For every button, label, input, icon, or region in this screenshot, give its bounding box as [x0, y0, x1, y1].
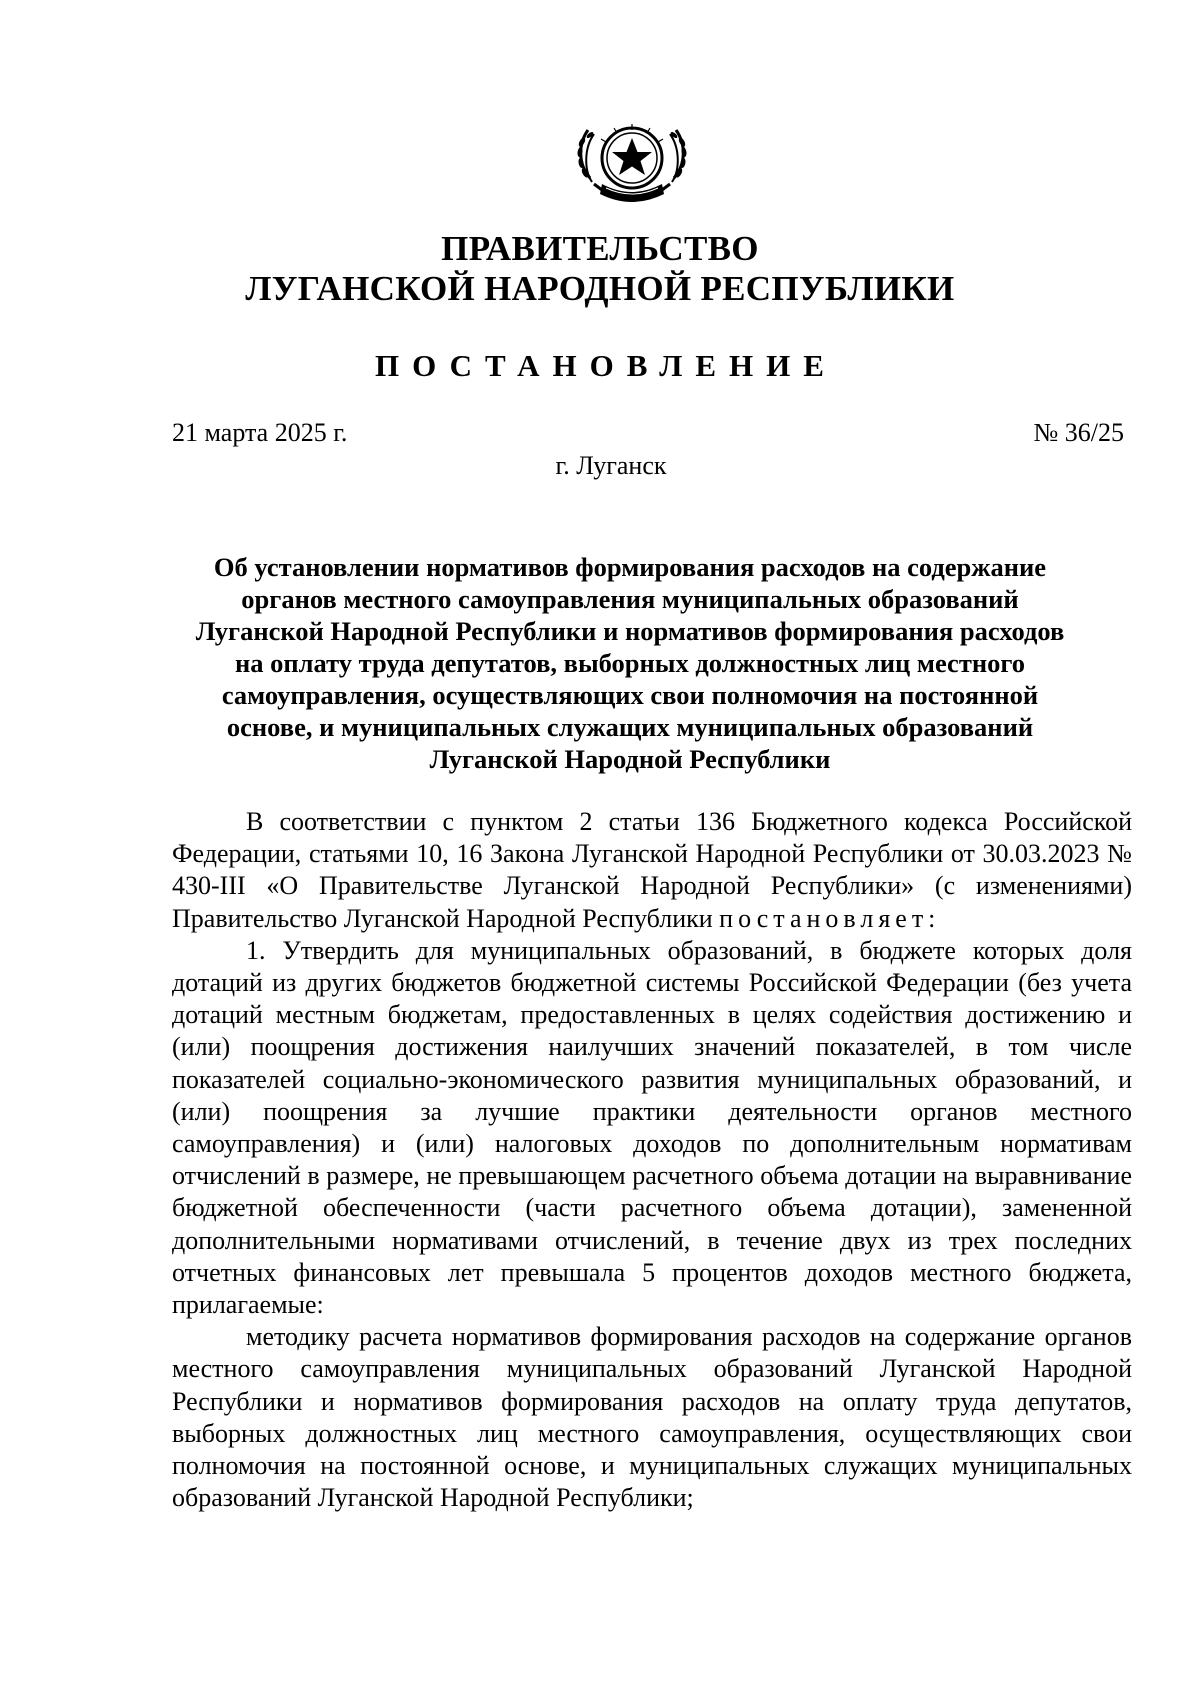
title-line: основе, и муниципальных служащих муниципальных образований — [226, 712, 1034, 742]
document-type: ПОСТАНОВЛЕНИЕ — [375, 348, 837, 383]
document-date: 21 марта 2025 г. — [172, 418, 348, 447]
title-line: самоуправления, осуществляющих свои полномочия на постоянной — [221, 680, 1039, 710]
document-title — [180, 551, 1080, 775]
government-name-line2: ЛУГАНСКОЙ НАРОДНОЙ РЕСПУБЛИКИ — [245, 269, 955, 308]
methodology-paragraph: методику расчета нормативов формирования расходов на содержание органов местного самоуправления муниципальных образований Луганской Народной Республики и нормативов формирования расходов на оплату труда депутатов, выборных должностных лиц местного самоуправления, осуществляющих свои полномочия на постоянной основе, и муниципальных служащих муниципальных образований Луганской Народной Республики; — [172, 1322, 1132, 1513]
item-1-paragraph: 1. Утвердить для муниципальных образований, в бюджете которых доля дотаций из других бюджетов бюджетной системы Российской Федерации (без учета дотаций местным бюджетам, предоставленных в целях содействия достижению и (или) поощрения достижения наилучших значений показателей, в том числе показателей социально-экономического развития муниципальных образований, и (или) поощрения за лучшие практики деятельности органов местного самоуправления) и (или) налоговых доходов по дополнительным нормативам отчислений в размере, не превышающем расчетного объема дотации на выравнивание бюджетной обеспеченности (части расчетного объема дотации), замененной дополнительными нормативами отчислений, в течение двух из трех последних отчетных финансовых лет превышала 5 процентов доходов местного бюджета, прилагаемые: — [172, 935, 1132, 1320]
title-line: на оплату труда депутатов, выборных должностных лиц местного — [235, 648, 1025, 678]
preamble-text: В соответствии с пунктом 2 статьи 136 Бюджетного кодекса Российской Федерации, статьями 10, 16 Закона Луганской Народной Республики от 30.03.2023 № 430-III «О Правительстве Луганской Народной Республики» (с изменениями) Правительство Луганской Народной Республики — [172, 807, 1132, 933]
preamble-paragraph — [172, 806, 1132, 935]
document-city: г. Луганск — [555, 451, 667, 480]
title-line: Об установлении нормативов формирования расходов на содержание — [213, 552, 1047, 582]
document-number: № 36/25 — [1033, 418, 1124, 447]
title-line: Луганской Народной Республики и нормативов формирования расходов — [195, 616, 1065, 646]
title-line: Луганской Народной Республики — [429, 744, 831, 774]
title-line: органов местного самоуправления муниципальных образований — [241, 584, 1019, 614]
coat-of-arms-icon — [572, 118, 692, 208]
government-name-line1: ПРАВИТЕЛЬСТВО — [441, 229, 759, 268]
resolves-text: постановляет: — [719, 903, 941, 933]
document-body — [172, 806, 1132, 1514]
